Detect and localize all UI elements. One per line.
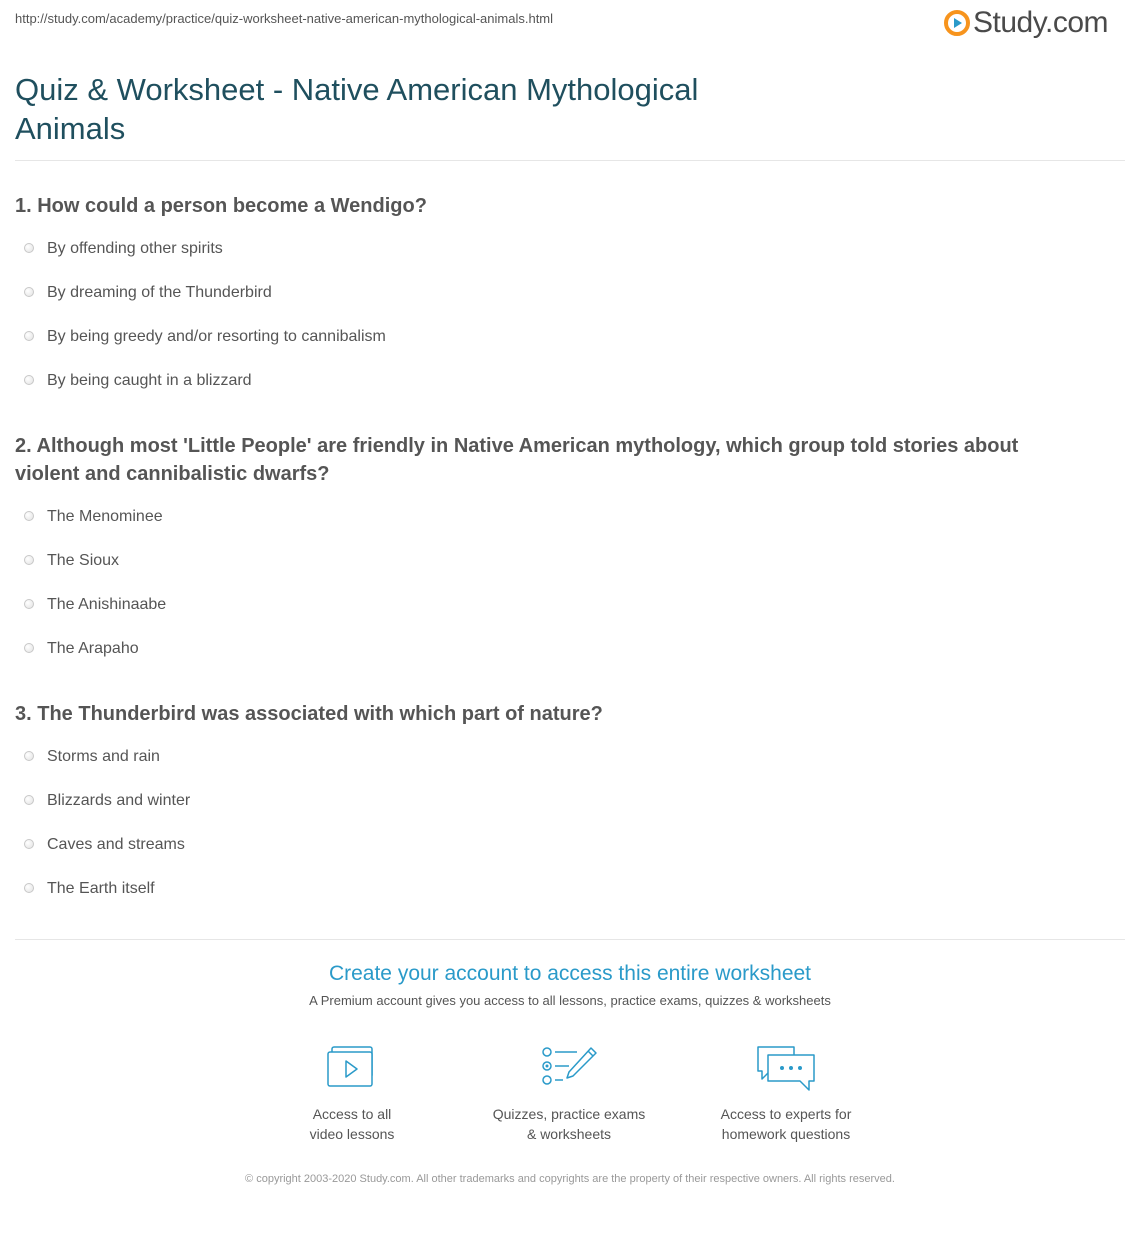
- page-title: Quiz & Worksheet - Native American Mythological Animals: [15, 72, 699, 146]
- feature-label: Access to all video lessons: [309, 1106, 395, 1142]
- copyright-footer: © copyright 2003-2020 Study.com. All other trademarks and copyrights are the property of their respective owners. All rights reserved.: [245, 1173, 895, 1185]
- question-2: [15, 432, 1080, 671]
- answer-label: Blizzards and winter: [47, 792, 191, 809]
- answer-option[interactable]: [15, 823, 1080, 867]
- study-logo[interactable]: [944, 6, 1108, 40]
- answer-label: Caves and streams: [47, 836, 185, 853]
- radio-button-icon[interactable]: [24, 839, 34, 849]
- radio-button-icon[interactable]: [24, 599, 34, 609]
- radio-button-icon[interactable]: [24, 331, 34, 341]
- answer-label: Storms and rain: [47, 748, 160, 765]
- answer-option[interactable]: [15, 867, 1080, 911]
- feature-video-lessons: [252, 1044, 452, 1144]
- section-divider: [15, 939, 1125, 940]
- answer-label: The Sioux: [47, 552, 120, 569]
- title-divider: [15, 160, 1125, 161]
- answer-option[interactable]: [15, 271, 1080, 315]
- radio-button-icon[interactable]: [24, 883, 34, 893]
- answer-option[interactable]: [15, 627, 1080, 671]
- answer-options: [15, 227, 1080, 403]
- question-3: [15, 700, 1080, 911]
- play-circle-icon: [944, 10, 970, 36]
- answer-option[interactable]: [15, 227, 1080, 271]
- answer-option[interactable]: [15, 583, 1080, 627]
- feature-label: Access to experts for homework questions: [720, 1106, 852, 1142]
- answer-label: By dreaming of the Thunderbird: [47, 284, 272, 301]
- answer-options: [15, 735, 1080, 911]
- answer-option[interactable]: [15, 735, 1080, 779]
- feature-quizzes: [469, 1044, 669, 1144]
- answer-label: By being greedy and/or resorting to cannibalism: [47, 328, 386, 345]
- radio-button-icon[interactable]: [24, 555, 34, 565]
- answer-option[interactable]: [15, 779, 1080, 823]
- answer-label: The Earth itself: [47, 880, 155, 897]
- answer-options: [15, 495, 1080, 671]
- question-1: [15, 192, 1080, 403]
- radio-button-icon[interactable]: [24, 751, 34, 761]
- video-lessons-icon: [324, 1044, 380, 1092]
- quiz-checklist-icon: [539, 1044, 599, 1092]
- radio-button-icon[interactable]: [24, 511, 34, 521]
- feature-experts: [686, 1044, 886, 1144]
- page-url: http://study.com/academy/practice/quiz-worksheet-native-american-mythological-animals.html: [15, 11, 554, 26]
- radio-button-icon[interactable]: [24, 287, 34, 297]
- answer-option[interactable]: [15, 359, 1080, 403]
- answer-label: The Arapaho: [47, 640, 139, 657]
- radio-button-icon[interactable]: [24, 375, 34, 385]
- question-text: 2. Although most 'Little People' are friendly in Native American mythology, which group told stories about violent and cannibalistic dwarfs?: [15, 435, 1019, 485]
- create-account-link[interactable]: Create your account to access this entire worksheet: [328, 962, 812, 985]
- answer-option[interactable]: [15, 495, 1080, 539]
- answer-label: By offending other spirits: [47, 240, 223, 257]
- answer-option[interactable]: [15, 315, 1080, 359]
- answer-option[interactable]: [15, 539, 1080, 583]
- answer-label: The Anishinaabe: [47, 596, 167, 613]
- question-text: 3. The Thunderbird was associated with which part of nature?: [15, 703, 603, 725]
- logo-text: Study.com: [973, 6, 1108, 39]
- answer-label: By being caught in a blizzard: [47, 372, 252, 389]
- premium-description: A Premium account gives you access to all lessons, practice exams, quizzes & worksheets: [309, 993, 831, 1008]
- radio-button-icon[interactable]: [24, 243, 34, 253]
- question-text: 1. How could a person become a Wendigo?: [15, 195, 427, 217]
- radio-button-icon[interactable]: [24, 795, 34, 805]
- answer-label: The Menominee: [47, 508, 163, 525]
- radio-button-icon[interactable]: [24, 643, 34, 653]
- chat-bubbles-icon: [754, 1044, 818, 1092]
- feature-label: Quizzes, practice exams & worksheets: [492, 1106, 646, 1142]
